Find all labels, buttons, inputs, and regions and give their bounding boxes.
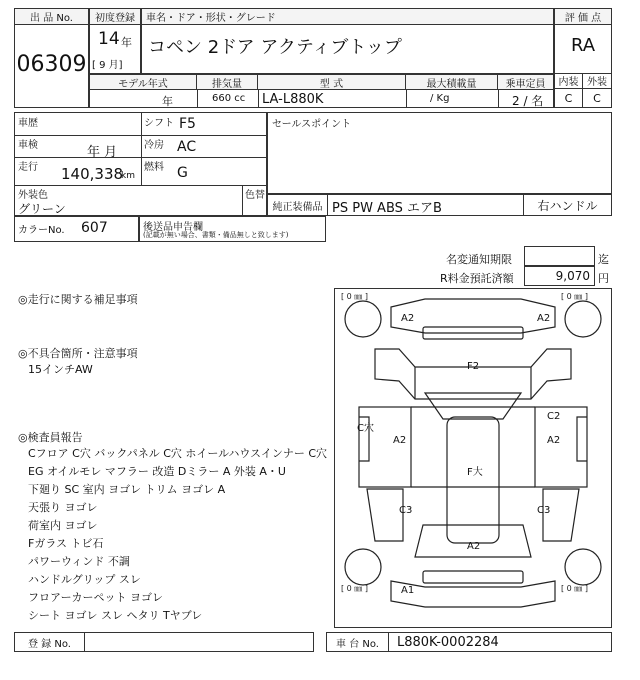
mark-a2-front-left: A2 [401,313,415,324]
steering: 右ハンドル [537,198,598,213]
first-reg-month: [ 9 月] [92,60,123,71]
mark-c-hole: C穴 [357,423,374,434]
color-no-box [14,216,139,242]
chassis-box [326,632,612,652]
first-reg-label: 初度登録 [90,9,140,25]
windshield [425,393,521,419]
mark-a2-left-door: A2 [393,435,407,446]
inspector-line: フロアーカーペット ヨゴレ [28,591,163,604]
spec-div-3 [406,90,407,107]
tire-label-tr: [ 0 ㎜ ] [561,292,588,301]
type-label: 型 式 [258,75,406,90]
model-type: LA-L880K [262,92,324,107]
inspector-line: EG オイルモレ マフラー 改造 Dミラー A 外装 A・U [28,465,286,478]
sales-point-box [267,112,612,194]
first-reg-box [89,8,141,74]
front-bumper [391,299,555,333]
mark-f-large: F大 [467,467,483,478]
first-reg-year: 14 [98,29,120,49]
max-load-label: 最大積載量 [406,75,498,90]
chassis-label: 車 台 No. [327,633,389,651]
lot-no: 06309 [16,51,87,77]
mark-a2-rear: A2 [467,541,481,552]
lot-no-box [14,8,89,108]
car-name: コペン 2ドア アクティブトップ [148,37,402,58]
inspector-line: シート ヨゴレ スレ ヘタリ Tヤブレ [28,609,203,622]
inspector-line: ハンドルグリップ スレ [28,573,141,586]
exterior-grade: C [593,91,601,105]
shift-value: F5 [179,116,196,132]
reg-no-box [14,632,314,652]
interior-label: 内装 [555,73,583,89]
history-label: 車歴 [18,118,38,129]
recycle-value: 9,070 [555,269,590,283]
mark-a2-front-right: A2 [537,313,551,324]
tire-label-bl: [ 0 ㎜ ] [341,584,368,593]
inspection-value: 年 月 [87,145,118,160]
aftermarket-box [139,216,326,242]
displacement-label: 排気量 [197,75,258,90]
mark-f2: F2 [467,361,480,372]
front-fenders [375,349,571,399]
ext-color-label: 外装色 [18,190,48,201]
car-name-label: 車名・ドア・形状・グレード [142,9,553,25]
grade-box [554,8,612,108]
inspection-label: 車検 [18,140,38,151]
recycle-unit: 円 [598,272,609,285]
mark-a1: A1 [401,585,415,596]
capacity-label: 乗車定員 [498,75,553,90]
recycle-label: R料金預託済額 [440,272,514,285]
model-year-unit: 年 [162,95,173,108]
equipment-box [267,194,612,216]
mark-c3-left: C3 [399,505,413,516]
grade: RA [570,34,596,56]
name-change-field [524,246,595,266]
exterior-label: 外装 [583,73,611,89]
mark-c3-right: C3 [537,505,551,516]
col-line [242,185,243,215]
fuel-value: G [177,165,188,181]
tire-front-left [345,301,381,337]
aftermarket-note: (記載が無い場合、書類・備品無しと致します) [143,231,289,239]
grade-label: 評 価 点 [555,9,611,25]
color-no-value: 607 [81,220,108,236]
right-door [535,407,587,487]
tire-rear-right [565,549,601,585]
spec-div-1 [197,90,198,107]
tire-label-tl: [ 0 ㎜ ] [341,292,368,301]
capacity: 2 / 名 [512,94,544,108]
year-unit: 年 [121,36,132,49]
inspector-line: Fガラス トビ石 [28,537,104,550]
color-change-label: 色替 [245,190,265,201]
details-left [14,112,267,216]
mark-a2-right-door: A2 [547,435,561,446]
inspector-line: Cフロア C穴 バックパネル C穴 ホイールハウスインナー C穴 [28,447,328,460]
tire-rear-left [345,549,381,585]
shift-label: シフト [144,118,174,129]
inspector-line: 荷室内 ヨゴレ [28,519,98,532]
lot-no-label: 出 品 No. [15,9,88,25]
name-change-unit: 迄 [598,253,609,266]
sales-point-label: セールスポイント [272,119,352,130]
car-name-box [141,8,554,74]
aftermarket-label: 後送品申告欄 [143,222,203,233]
model-year-label: モデル年式 [90,75,197,90]
specs-row [89,74,554,108]
displacement: 660 cc [212,93,246,104]
ac-label: 冷房 [144,140,164,151]
driving-label: ◎走行に関する補足事項 [18,293,138,306]
spec-div-2 [258,90,259,107]
ac-value: AC [177,139,197,155]
rear-panel [423,571,523,583]
defects-label: ◎不具合箇所・注意事項 [18,347,138,360]
tire-label-br: [ 0 ㎜ ] [561,584,588,593]
inspector-line: 下廻り SC 室内 ヨゴレ トリム ヨゴレ A [28,483,226,496]
reg-no-label: 登 録 No. [15,633,85,651]
col-line [141,113,142,185]
recycle-field [524,266,595,286]
color-no-label: カラーNo. [18,225,65,236]
name-change-label: 名変通知期限 [446,253,512,266]
interior-grade: C [555,89,583,107]
roof [447,417,499,543]
fuel-label: 燃料 [144,162,164,173]
chassis-value: L880K-0002284 [397,635,499,650]
inspector-line: パワーウィンド 不調 [28,555,130,568]
max-load: / Kg [430,93,450,104]
rear-bumper [391,581,555,607]
mileage-unit: km [121,171,135,181]
mileage-label: 走行 [18,162,38,173]
ext-color-value: グリーン [18,202,66,216]
mileage-value: 140,338 [61,165,124,183]
rear-left-fender [367,489,403,541]
tire-front-right [565,301,601,337]
inspector-label: ◎検査員報告 [18,431,83,444]
row-line [15,185,266,186]
damage-diagram [334,288,612,628]
mark-c2: C2 [547,411,561,422]
equipment-label: 純正装備品 [268,195,328,215]
inspector-line: 天張り ヨゴレ [28,501,98,514]
equipment-value: PS PW ABS エアB [332,201,442,216]
spec-div-4 [498,90,499,107]
defects-value: 15インチAW [28,363,93,376]
